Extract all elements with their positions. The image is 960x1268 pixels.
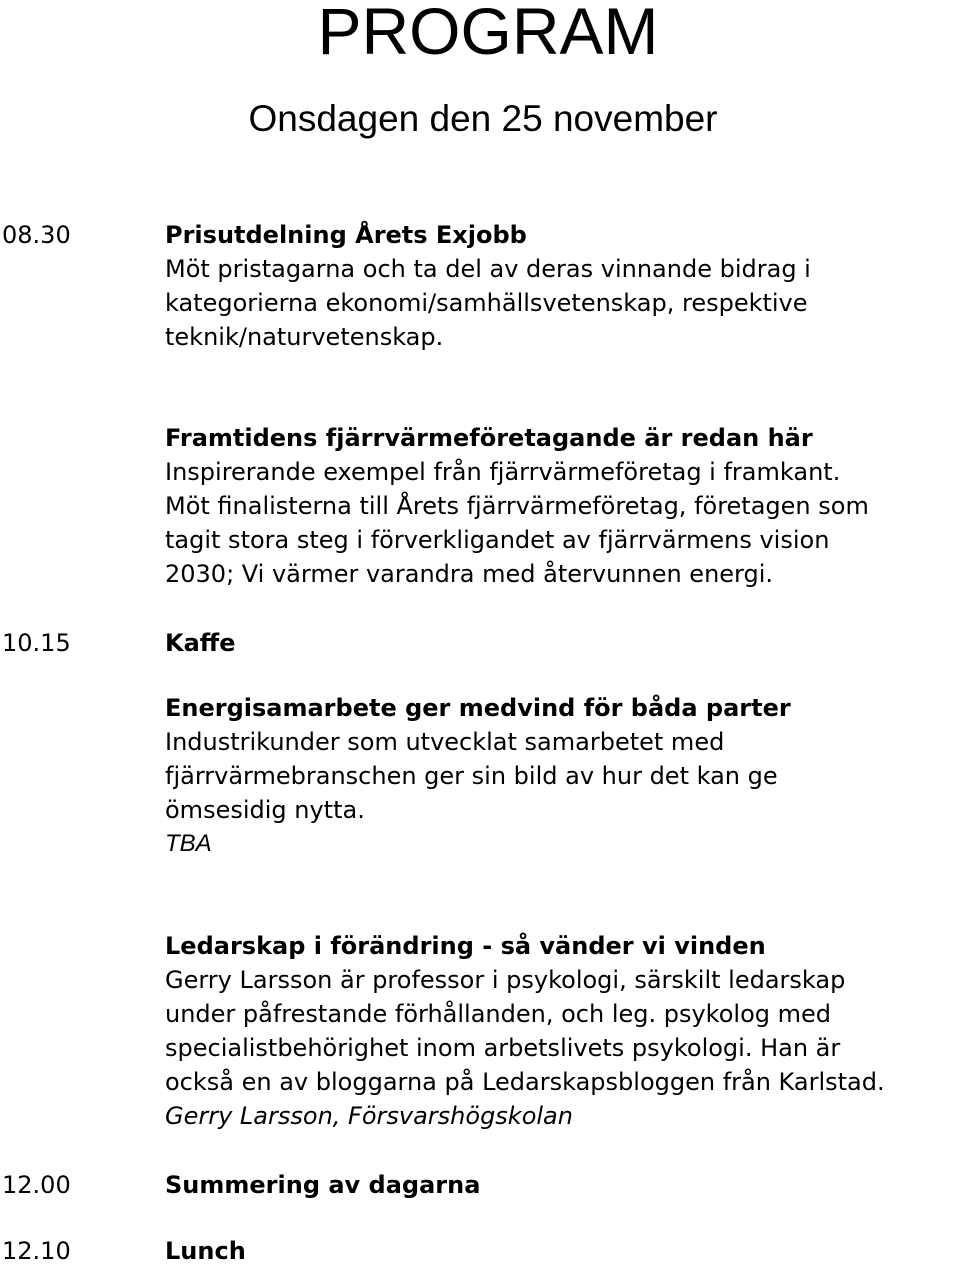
agenda-item (165, 626, 960, 660)
agenda-item-line: fjärrvärmebranschen ger sin bild av hur det kan ge (165, 762, 778, 790)
agenda-item (165, 691, 960, 861)
agenda-item-line: Gerry Larsson är professor i psykologi, särskilt ledarskap (165, 966, 846, 994)
agenda-item-speaker: Gerry Larsson, Försvarshögskolan (165, 1102, 573, 1130)
agenda-item (165, 1234, 960, 1268)
agenda-item-line: kategorierna ekonomi/samhällsvetenskap, respektive (165, 289, 808, 317)
agenda-item (165, 218, 960, 354)
agenda-item-title: Prisutdelning Årets Exjobb (165, 221, 527, 249)
agenda-item-title: Summering av dagarna (165, 1171, 481, 1199)
agenda-item-title: Energisamarbete ger medvind för båda parter (165, 694, 791, 722)
agenda-time: 08.30 (2, 221, 71, 249)
agenda-item-title: Framtidens fjärrvärmeföretagande är redan här (165, 424, 813, 452)
agenda-item-line: också en av bloggarna på Ledarskapsbloggen från Karlstad. (165, 1068, 885, 1096)
agenda-time: 12.10 (2, 1237, 71, 1265)
agenda-item-title: Kaffe (165, 629, 236, 657)
agenda-item-line: ömsesidig nytta. (165, 796, 365, 824)
agenda-time: 10.15 (2, 629, 71, 657)
agenda-item (165, 929, 960, 1133)
agenda-item-line: teknik/naturvetenskap. (165, 323, 444, 351)
agenda-time: 12.00 (2, 1171, 71, 1199)
agenda-item-line: specialistbehörighet inom arbetslivets psykologi. Han är (165, 1034, 841, 1062)
agenda-item-speaker: TBA (165, 830, 212, 857)
agenda-item-line: Inspirerande exempel från fjärrvärmeföretag i framkant. (165, 458, 841, 486)
agenda-item-title: Lunch (165, 1237, 246, 1265)
page-title: PROGRAM (317, 0, 659, 68)
agenda-item-line: under påfrestande förhållanden, och leg. psykolog med (165, 1000, 831, 1028)
agenda-item-line: Industrikunder som utvecklat samarbetet med (165, 728, 725, 756)
agenda-item-line: 2030; Vi värmer varandra med återvunnen energi. (165, 560, 774, 588)
agenda-item-line: Möt pristagarna och ta del av deras vinnande bidrag i (165, 255, 811, 283)
agenda-item (165, 421, 960, 591)
agenda-item-line: tagit stora steg i förverkligandet av fjärrvärmens vision (165, 526, 830, 554)
agenda-item-title: Ledarskap i förändring - så vänder vi vinden (165, 932, 766, 960)
agenda-item-line: Möt finalisterna till Årets fjärrvärmeföretag, företagen som (165, 492, 869, 520)
program-date: Onsdagen den 25 november (248, 98, 718, 139)
agenda-item (165, 1168, 960, 1202)
